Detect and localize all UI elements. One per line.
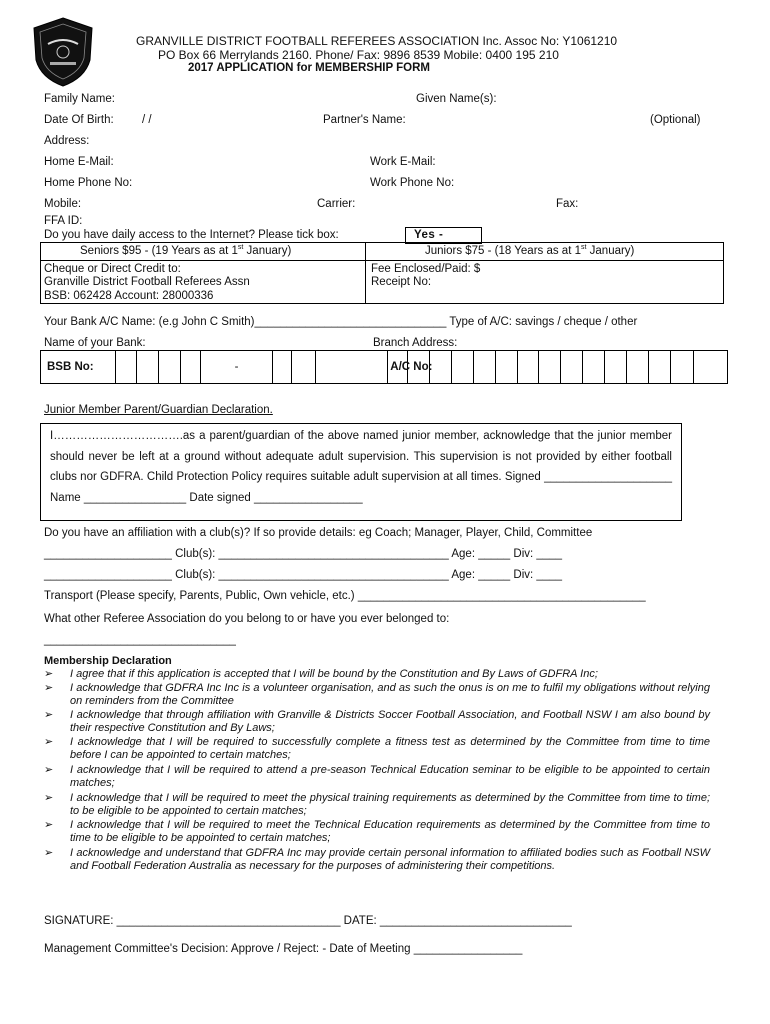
declaration-item: ➢ I acknowledge and understand that GDFRA Inc may provide certain personal information to affiliated bodies such as Football NSW and Football Federation Australia as necessary for the purposes of administering their competitions.	[44, 847, 710, 873]
juniors-fee[interactable]: Juniors $75 - (18 Years as at 1st January)	[425, 244, 635, 257]
bullet-icon: ➢	[44, 764, 54, 776]
cheque-line1: Cheque or Direct Credit to:	[44, 263, 181, 275]
declaration-item: ➢ I agree that if this application is accepted that I will be bound by the Constitution and By Laws of GDFRA Inc;	[44, 668, 598, 680]
declaration-item: ➢ I acknowledge that I will be required to meet the Technical Education requirements as determined by the Committee from time to time to be eligible to be appointed to certain matches;	[44, 819, 710, 845]
declaration-item: ➢ I acknowledge that through affiliation with Granville & Districts Soccer Football Association, and Football NSW I am also bound by their respective Constitution and By Laws;	[44, 709, 710, 735]
yes-label: Yes -	[414, 229, 444, 241]
bsb-digit-cell[interactable]	[115, 351, 137, 384]
bullet-icon: ➢	[44, 792, 54, 804]
dob-slashes: / /	[142, 114, 152, 126]
affiliation-row-2[interactable]: ____________________ Club(s): ____________________________________ Age: _____ Div: ____	[44, 569, 562, 581]
bullet-icon: ➢	[44, 709, 54, 721]
affiliation-row-1[interactable]: ____________________ Club(s): ____________________________________ Age: _____ Div: ____	[44, 548, 562, 560]
ac-digit-cell[interactable]	[473, 351, 495, 384]
bank-ac-name: Your Bank A/C Name: (e.g John C Smith)______________________________ Type of A/C: savings / cheque / other	[44, 316, 638, 328]
bsb-label: BSB No:	[41, 351, 116, 384]
carrier-label: Carrier:	[317, 198, 356, 210]
bsb-digit-cell[interactable]	[315, 351, 387, 384]
signature-date-line[interactable]: SIGNATURE: ___________________________________ DATE: ______________________________	[44, 915, 572, 927]
junior-declaration-text: I…………………………….as a parent/guardian of the above named junior member, acknowledge that the junior member should never be left at a ground without adequate adult supervision. This supervision is not provided by either football clubs nor GDFRA. Child Protection Policy requires suitable adult supervision at all times. Signed ____________________ Name ________________ Date signed _________________	[50, 430, 672, 504]
bsb-dash-cell: -	[200, 351, 272, 384]
ac-label: A/C No:	[388, 351, 408, 384]
header-line2: PO Box 66 Merrylands 2160. Phone/ Fax: 9896 8539 Mobile: 0400 195 210	[158, 48, 559, 62]
association-logo	[30, 16, 96, 88]
ac-digit-cell[interactable]	[583, 351, 605, 384]
affiliation-question: Do you have an affiliation with a club(s)? If so provide details: eg Coach; Manager, Player, Child, Committee	[44, 527, 593, 539]
ac-digit-cell[interactable]	[517, 351, 539, 384]
ac-digit-cell[interactable]	[561, 351, 583, 384]
bullet-icon: ➢	[44, 819, 54, 831]
bsb-digit-cell[interactable]	[137, 351, 159, 384]
work-email-label: Work E-Mail:	[370, 156, 436, 168]
declaration-item: ➢ I acknowledge that I will be required to attend a pre-season Technical Education seminar to be eligible to be appointed to certain matches;	[44, 764, 710, 790]
receipt-label: Receipt No:	[371, 276, 432, 288]
bsb-digit-cell[interactable]	[181, 351, 201, 384]
ac-digit-cell[interactable]	[670, 351, 693, 384]
ac-digit-cell[interactable]	[627, 351, 649, 384]
bsb-digit-cell[interactable]	[291, 351, 315, 384]
form-title: 2017 APPLICATION for MEMBERSHIP FORM	[188, 62, 430, 74]
cheque-line2: Granville District Football Referees Assn	[44, 276, 250, 288]
bsb-digit-cell[interactable]	[273, 351, 292, 384]
ac-digit-cell[interactable]	[429, 351, 451, 384]
junior-declaration-heading: Junior Member Parent/Guardian Declaration.	[44, 404, 273, 416]
fax-label: Fax:	[556, 198, 579, 210]
bullet-icon: ➢	[44, 668, 54, 680]
address-label: Address:	[44, 135, 90, 147]
work-phone-label: Work Phone No:	[370, 177, 455, 189]
home-phone-label: Home Phone No:	[44, 177, 133, 189]
fees-divider	[40, 260, 724, 261]
declaration-item: ➢ I acknowledge that I will be required to meet the physical training requirements as determined by the Committee from time to time; to be eligible to be appointed to certain matches;	[44, 792, 710, 818]
given-names-label: Given Name(s):	[416, 93, 497, 105]
branch-address-label: Branch Address:	[373, 337, 458, 349]
partner-name-label: Partner's Name:	[323, 114, 406, 126]
dob-label: Date Of Birth:	[44, 114, 114, 126]
home-email-label: Home E-Mail:	[44, 156, 114, 168]
ac-digit-cell[interactable]	[693, 351, 727, 384]
header-line1: GRANVILLE DISTRICT FOOTBALL REFEREES ASSOCIATION Inc. Assoc No: Y1061210	[136, 34, 618, 48]
fees-vertical-divider	[365, 242, 366, 304]
transport-field[interactable]: Transport (Please specify, Parents, Public, Own vehicle, etc.) _____________________________________________	[44, 590, 646, 602]
ffa-id-label: FFA ID:	[44, 215, 83, 227]
ac-digit-cell[interactable]	[495, 351, 517, 384]
ac-digit-cell[interactable]	[539, 351, 561, 384]
bank-details-table	[40, 350, 728, 384]
membership-declaration-heading: Membership Declaration	[44, 655, 172, 667]
ac-digit-cell[interactable]	[648, 351, 670, 384]
ac-digit-cell[interactable]	[605, 351, 627, 384]
bullet-icon: ➢	[44, 682, 54, 694]
declaration-item: ➢ I acknowledge that I will be required to successfully complete a fitness test as determined by the Committee from time to time before I can be appointed to certain matches;	[44, 736, 710, 762]
other-association-line[interactable]: ______________________________	[44, 634, 236, 646]
mobile-label: Mobile:	[44, 198, 82, 210]
committee-decision-line: Management Committee's Decision: Approve / Reject: - Date of Meeting _________________	[44, 943, 523, 955]
declaration-item: ➢ I acknowledge that GDFRA Inc Inc is a volunteer organisation, and as such the onus is on me to fulfil my obligations without relying on reminders from the Committee	[44, 682, 710, 708]
family-name-label: Family Name:	[44, 93, 115, 105]
bsb-digit-cell[interactable]	[159, 351, 181, 384]
bullet-icon: ➢	[44, 736, 54, 748]
fee-paid-label: Fee Enclosed/Paid: $	[371, 263, 481, 275]
seniors-fee[interactable]: Seniors $95 - (19 Years as at 1st January)	[80, 244, 292, 257]
ac-digit-cell[interactable]	[451, 351, 473, 384]
bullet-icon: ➢	[44, 847, 54, 859]
other-association-question: What other Referee Association do you belong to or have you ever belonged to:	[44, 613, 450, 625]
optional-label: (Optional)	[650, 114, 701, 126]
cheque-line3: BSB: 062428 Account: 28000336	[44, 290, 214, 302]
bank-name-label: Name of your Bank:	[44, 337, 146, 349]
internet-question: Do you have daily access to the Internet? Please tick box:	[44, 229, 339, 241]
